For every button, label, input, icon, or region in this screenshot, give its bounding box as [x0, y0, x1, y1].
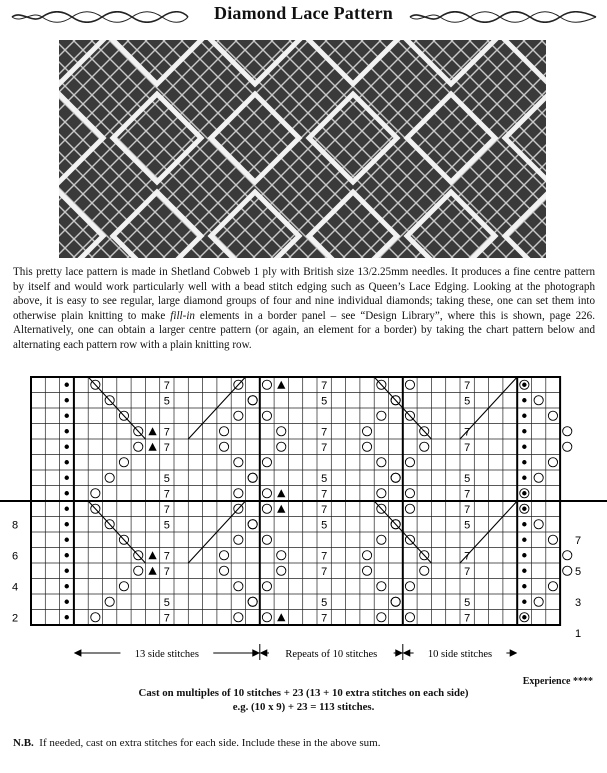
yarn-over-symbol — [262, 504, 271, 513]
double-decrease-symbol — [148, 551, 156, 559]
stitch-count-label: 7 — [163, 503, 170, 516]
stitch-count-label: 5 — [321, 472, 328, 485]
diagonal-right — [188, 548, 202, 564]
double-decrease-symbol — [277, 613, 285, 621]
stitch-count-label: 5 — [464, 519, 471, 532]
yarn-over-symbol — [277, 427, 286, 436]
double-decrease-symbol — [148, 567, 156, 575]
yarn-over-symbol — [534, 520, 543, 529]
double-decrease-symbol — [148, 443, 156, 451]
edge-stitch-dot — [522, 460, 526, 464]
left-row-number: 6 — [11, 550, 19, 563]
yarn-over-symbol — [563, 427, 572, 436]
stitch-count-label: 7 — [163, 426, 170, 439]
yarn-over-symbol — [563, 442, 572, 451]
yarn-over-symbol — [277, 551, 286, 560]
edge-stitch-dot — [65, 507, 69, 511]
bracket-arrow-left — [404, 650, 410, 656]
yarn-over-symbol — [219, 551, 228, 560]
yarn-over-symbol — [262, 411, 271, 420]
yarn-over-symbol — [548, 458, 557, 467]
stitch-count-label: 7 — [464, 441, 471, 454]
yarn-over-symbol — [91, 613, 100, 622]
diagonal-right — [188, 424, 202, 440]
experience-rating: Experience **** — [522, 676, 593, 687]
stitch-count-label: 5 — [163, 472, 170, 485]
nb-text: If needed, cast on extra stitches for each side. Include these in the above sum. — [39, 737, 381, 749]
yarn-over-symbol — [119, 458, 128, 467]
stitch-count-label: 7 — [163, 612, 170, 625]
stitch-count-label: 7 — [163, 441, 170, 454]
edge-stitch-dot — [65, 553, 69, 557]
yarn-over-symbol — [219, 427, 228, 436]
diagonal-right — [503, 501, 517, 517]
diagonal-right — [474, 408, 488, 424]
yarn-over-symbol — [377, 489, 386, 498]
edge-stitch-dot — [522, 383, 526, 387]
edge-stitch-dot — [65, 538, 69, 542]
yarn-over-symbol — [277, 566, 286, 575]
stitch-count-label: 7 — [321, 612, 328, 625]
right-row-number: 1 — [575, 627, 582, 640]
stitch-count-label: 7 — [321, 565, 328, 578]
yarn-over-symbol — [548, 582, 557, 591]
edge-stitch-dot — [65, 615, 69, 619]
edge-stitch-dot — [65, 383, 69, 387]
diagonal-right — [474, 532, 488, 548]
stitch-count-label: 7 — [321, 550, 328, 563]
yarn-over-symbol — [563, 551, 572, 560]
left-row-number: 2 — [11, 612, 19, 625]
yarn-over-symbol — [248, 473, 257, 482]
knitting-chart — [0, 370, 607, 670]
lace-texture — [59, 40, 546, 258]
edge-stitch-dot — [65, 522, 69, 526]
double-decrease-symbol — [277, 381, 285, 389]
edge-stitch-dot — [522, 615, 526, 619]
yarn-over-symbol — [262, 380, 271, 389]
yarn-over-symbol — [362, 442, 371, 451]
bracket-arrow-left — [261, 650, 267, 656]
intro-text-2: elements in a border panel – see “Design Library”, where this is shown, page 226. Alternatively, one can obtain a larger centre pattern (or again, an element for a border) by taking the chart pattern below and alternating each pattern row with a plain knitting row. — [13, 309, 595, 351]
yarn-over-symbol — [234, 582, 243, 591]
yarn-over-symbol — [420, 442, 429, 451]
stitch-count-label: 5 — [464, 596, 471, 609]
edge-stitch-dot — [65, 569, 69, 573]
yarn-over-symbol — [405, 504, 414, 513]
left-row-number: 4 — [11, 581, 19, 594]
chart-borders — [0, 377, 607, 625]
stitch-count-label: 7 — [464, 550, 471, 563]
intro-text-1: This pretty lace pattern is made in Shetland Cobweb 1 ply with British size 13/2.25mm needles. It produces a fine centre pattern by itself and would work particularly well with a bead stitch edging such as Queen’s Lace Edging. Looking at the photograph above, it is easy to see regular, large diamond groups of four and nine individual diamonds; taking these, one can set them into otherwise plain knitting to make — [13, 266, 595, 322]
edge-stitch-dot — [65, 414, 69, 418]
edge-stitch-dot — [522, 491, 526, 495]
right-row-number: 5 — [575, 565, 582, 578]
stitch-count-label: 7 — [464, 503, 471, 516]
yarn-over-symbol — [405, 489, 414, 498]
edge-stitch-dot — [65, 445, 69, 449]
edge-stitch-dot — [522, 476, 526, 480]
diagonal-right — [217, 517, 231, 533]
stitch-count-label: 7 — [464, 426, 471, 439]
stitch-count-label: 7 — [464, 488, 471, 501]
cast-on-line-2: e.g. (10 x 9) + 23 = 113 stitches. — [232, 701, 375, 713]
stitch-count-label: 5 — [321, 596, 328, 609]
stitch-count-label: 7 — [321, 488, 328, 501]
stitch-count-label: 7 — [321, 426, 328, 439]
diagonal-right — [203, 532, 217, 548]
cast-on-instructions — [0, 686, 607, 714]
nb-label: N.B. — [13, 737, 34, 749]
yarn-over-symbol — [119, 582, 128, 591]
double-decrease-symbol — [277, 489, 285, 497]
yarn-over-symbol — [262, 489, 271, 498]
stitch-count-label: 5 — [321, 395, 328, 408]
yarn-over-symbol — [362, 551, 371, 560]
edge-stitch-dot — [65, 460, 69, 464]
yarn-over-symbol — [248, 597, 257, 606]
double-decrease-symbol — [277, 505, 285, 513]
yarn-over-symbol — [362, 427, 371, 436]
stitch-count-label: 5 — [163, 596, 170, 609]
edge-stitch-dot — [522, 398, 526, 402]
yarn-over-symbol — [377, 613, 386, 622]
cast-on-line-1: Cast on multiples of 10 stitches + 23 (13 + 10 extra stitches on each side) — [138, 687, 469, 699]
right-row-number: 7 — [575, 534, 582, 547]
yarn-over-symbol — [405, 613, 414, 622]
yarn-over-symbol — [377, 535, 386, 544]
edge-stitch-dot — [522, 569, 526, 573]
yarn-over-symbol — [405, 458, 414, 467]
diagonal-right — [503, 377, 517, 393]
yarn-over-symbol — [248, 520, 257, 529]
stitch-count-label: 7 — [464, 565, 471, 578]
stitch-count-label: 7 — [163, 488, 170, 501]
yarn-over-symbol — [405, 582, 414, 591]
stitch-count-label: 7 — [163, 565, 170, 578]
yarn-over-symbol — [405, 380, 414, 389]
edge-stitch-dot — [65, 600, 69, 604]
diagonal-right — [489, 517, 503, 533]
bracket-arrow-right — [253, 650, 259, 656]
stitch-count-label: 7 — [163, 550, 170, 563]
bracket-arrow-left — [75, 650, 81, 656]
yarn-over-symbol — [420, 566, 429, 575]
bracket-arrow-right — [396, 650, 402, 656]
yarn-over-symbol — [534, 396, 543, 405]
page-title: Diamond Lace Pattern — [214, 3, 393, 23]
stitch-count-label: 7 — [163, 379, 170, 392]
stitch-count-label: 7 — [321, 503, 328, 516]
intro-paragraph — [13, 265, 595, 353]
edge-stitch-dot — [522, 507, 526, 511]
diagonal-right — [489, 393, 503, 409]
yarn-over-symbol — [391, 597, 400, 606]
stitch-count-label: 5 — [163, 395, 170, 408]
yarn-over-symbol — [234, 411, 243, 420]
yarn-over-symbol — [134, 566, 143, 575]
page-header — [0, 0, 607, 34]
diagonal-right — [203, 408, 217, 424]
yarn-over-symbol — [563, 566, 572, 575]
intro-emphasis: fill-in — [170, 309, 195, 322]
yarn-over-symbol — [219, 566, 228, 575]
stitch-count-label: 5 — [464, 472, 471, 485]
yarn-over-symbol — [277, 442, 286, 451]
yarn-over-symbol — [262, 613, 271, 622]
nb-note — [13, 737, 380, 749]
yarn-over-symbol — [91, 489, 100, 498]
stitch-count-label: 7 — [464, 612, 471, 625]
yarn-over-symbol — [234, 613, 243, 622]
edge-stitch-dot — [522, 553, 526, 557]
edge-stitch-dot — [522, 522, 526, 526]
yarn-over-symbol — [234, 489, 243, 498]
edge-stitch-dot — [65, 398, 69, 402]
yarn-over-symbol — [548, 535, 557, 544]
yarn-over-symbol — [377, 411, 386, 420]
edge-stitch-dot — [522, 584, 526, 588]
repeat-label: Repeats of 10 stitches — [285, 649, 378, 660]
yarn-over-symbol — [391, 473, 400, 482]
yarn-over-symbol — [105, 473, 114, 482]
stitch-count-label: 7 — [464, 379, 471, 392]
diagonal-right — [217, 393, 231, 409]
yarn-over-symbol — [105, 597, 114, 606]
yarn-over-symbol — [219, 442, 228, 451]
yarn-over-symbol — [377, 582, 386, 591]
edge-stitch-dot — [65, 429, 69, 433]
lace-photograph — [59, 40, 546, 258]
yarn-over-symbol — [134, 442, 143, 451]
double-decrease-symbol — [148, 427, 156, 435]
stitch-count-label: 5 — [163, 519, 170, 532]
side-stitches-right-label: 10 side stitches — [427, 649, 493, 660]
edge-stitch-dot — [522, 538, 526, 542]
stitch-count-label: 5 — [464, 395, 471, 408]
edge-stitch-dot — [65, 476, 69, 480]
stitch-count-label: 7 — [321, 441, 328, 454]
yarn-over-symbol — [234, 535, 243, 544]
edge-stitch-dot — [522, 600, 526, 604]
edge-stitch-dot — [522, 429, 526, 433]
bracket-arrow-right — [510, 650, 516, 656]
yarn-over-symbol — [548, 411, 557, 420]
left-row-number: 8 — [11, 519, 19, 532]
stitch-count-label: 7 — [321, 379, 328, 392]
right-row-number: 3 — [575, 596, 582, 609]
right-scroll-ornament — [408, 11, 598, 23]
yarn-over-symbol — [262, 535, 271, 544]
yarn-over-symbol — [234, 458, 243, 467]
yarn-over-symbol — [362, 566, 371, 575]
yarn-over-symbol — [534, 597, 543, 606]
edge-stitch-dot — [65, 491, 69, 495]
edge-stitch-dot — [65, 584, 69, 588]
yarn-over-symbol — [262, 582, 271, 591]
edge-stitch-dot — [522, 414, 526, 418]
yarn-over-symbol — [248, 396, 257, 405]
side-stitches-left-label: 13 side stitches — [134, 649, 199, 660]
yarn-over-symbol — [534, 473, 543, 482]
yarn-over-symbol — [262, 458, 271, 467]
yarn-over-symbol — [377, 458, 386, 467]
edge-stitch-dot — [522, 445, 526, 449]
stitch-count-label: 5 — [321, 519, 328, 532]
